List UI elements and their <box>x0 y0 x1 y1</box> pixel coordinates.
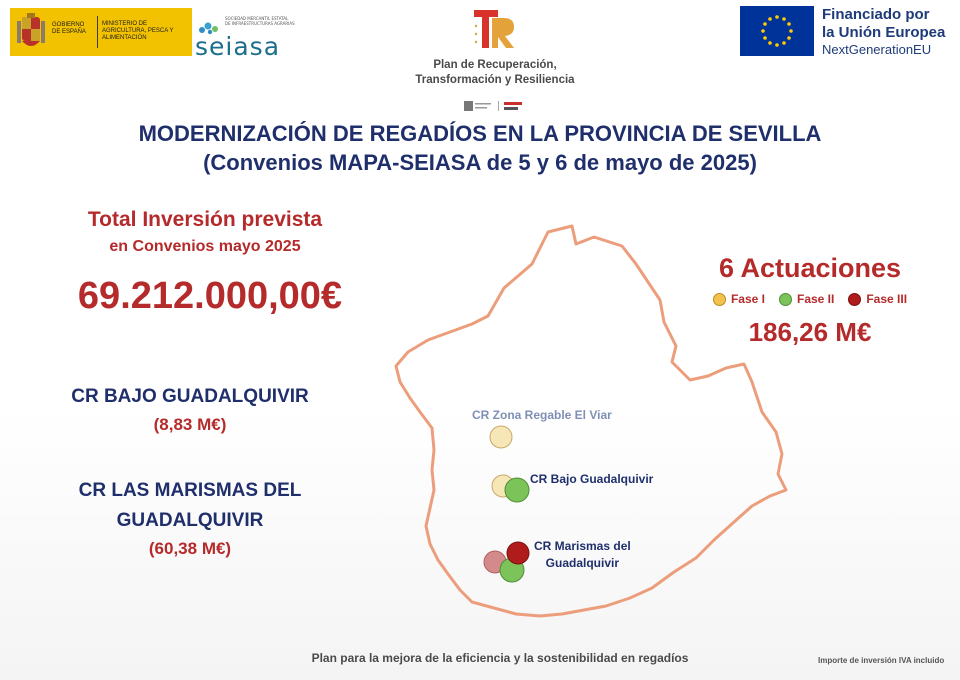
legend-fase-2 <box>779 292 834 306</box>
legend-dot-fase-2 <box>779 293 792 306</box>
page-title <box>0 120 960 178</box>
investment-label <box>30 206 380 258</box>
actuaciones-panel <box>680 250 940 350</box>
coat-of-arms-icon <box>16 13 46 51</box>
map-label-viar: CR Zona Regable El Viar <box>472 408 612 422</box>
title-line-1: MODERNIZACIÓN DE REGADÍOS EN LA PROVINCIA DE SEVILLA <box>138 121 822 146</box>
eu-text <box>822 6 945 58</box>
bajo-marker-fase1 <box>492 475 514 497</box>
bajo-marker-fase2 <box>505 478 529 502</box>
eu-line-3: NextGenerationEU <box>822 42 932 57</box>
marismas-marker-fase2 <box>500 558 524 582</box>
legend-label-fase-1: Fase I <box>730 292 765 306</box>
plan-recuperacion-text <box>390 58 600 88</box>
eu-funding-logo <box>740 6 955 60</box>
community-name: CR BAJO GUADALQUIVIR <box>71 386 309 407</box>
eu-line-1: Financiado por <box>822 6 930 23</box>
community-marismas-guadalquivir <box>0 476 380 562</box>
gobierno-ministerio-logo <box>10 8 192 56</box>
investment-label-1: Total Inversión prevista <box>87 208 323 231</box>
community-name-line-2: GUADALQUIVIR <box>116 510 264 531</box>
community-bajo-guadalquivir <box>0 382 380 438</box>
footnote-iva: Importe de inversión IVA incluido <box>818 656 945 665</box>
plan-line-2: Transformación y Resiliencia <box>415 74 575 86</box>
map-label-marismas <box>534 538 631 572</box>
marismas-marker-faded <box>484 551 506 573</box>
title-line-2: (Convenios MAPA-SEIASA de 5 y 6 de mayo de 2025) <box>203 150 757 175</box>
ministerio-text: MINISTERIO DE AGRICULTURA, PESCA Y ALIMENTACIÓN <box>102 21 174 41</box>
gobierno-text: GOBIERNO DE ESPAÑA <box>52 22 86 35</box>
community-amount: (8,83 M€) <box>153 415 227 434</box>
legend-label-fase-3: Fase III <box>866 292 908 306</box>
plan-line-1: Plan de Recuperación, <box>433 59 557 71</box>
investment-total: 69.212.000,00€ <box>77 275 343 317</box>
map-label-marismas-1: CR Marismas del <box>534 539 631 553</box>
seiasa-wordmark: seiasa <box>195 32 281 61</box>
map-label-marismas-2: Guadalquivir <box>545 556 620 570</box>
phase-legend <box>680 292 940 306</box>
legend-label-fase-2: Fase II <box>796 292 835 306</box>
spain-mini-logos <box>462 99 532 113</box>
map-label-bajo: CR Bajo Guadalquivir <box>530 472 654 486</box>
seiasa-logo <box>195 12 295 61</box>
tr-mark-icon <box>470 4 518 52</box>
community-amount: (60,38 M€) <box>148 539 232 558</box>
legend-fase-1 <box>713 292 765 306</box>
marismas-marker-fase3 <box>507 542 529 564</box>
community-name-line-1: CR LAS MARISMAS DEL <box>78 480 302 501</box>
footer-text: Plan para la mejora de la eficiencia y la sostenibilidad en regadíos <box>311 651 689 665</box>
investment-label-2: en Convenios mayo 2025 <box>109 238 301 255</box>
eu-line-2: la Unión Europea <box>822 24 946 41</box>
legend-fase-3 <box>848 292 907 306</box>
legend-dot-fase-1 <box>713 293 726 306</box>
viar-marker-fase1 <box>490 426 512 448</box>
actuaciones-total: 186,26 M€ <box>748 317 872 347</box>
legend-dot-fase-3 <box>848 293 861 306</box>
logo-divider <box>97 16 98 48</box>
seiasa-descriptor: SOCIEDAD MERCANTIL ESTATAL DE INFRAESTRUCTURAS AGRARIAS <box>225 16 295 26</box>
plan-recuperacion-logo <box>390 4 600 112</box>
actuaciones-title: 6 Actuaciones <box>718 253 902 283</box>
eu-flag-icon <box>740 6 814 56</box>
